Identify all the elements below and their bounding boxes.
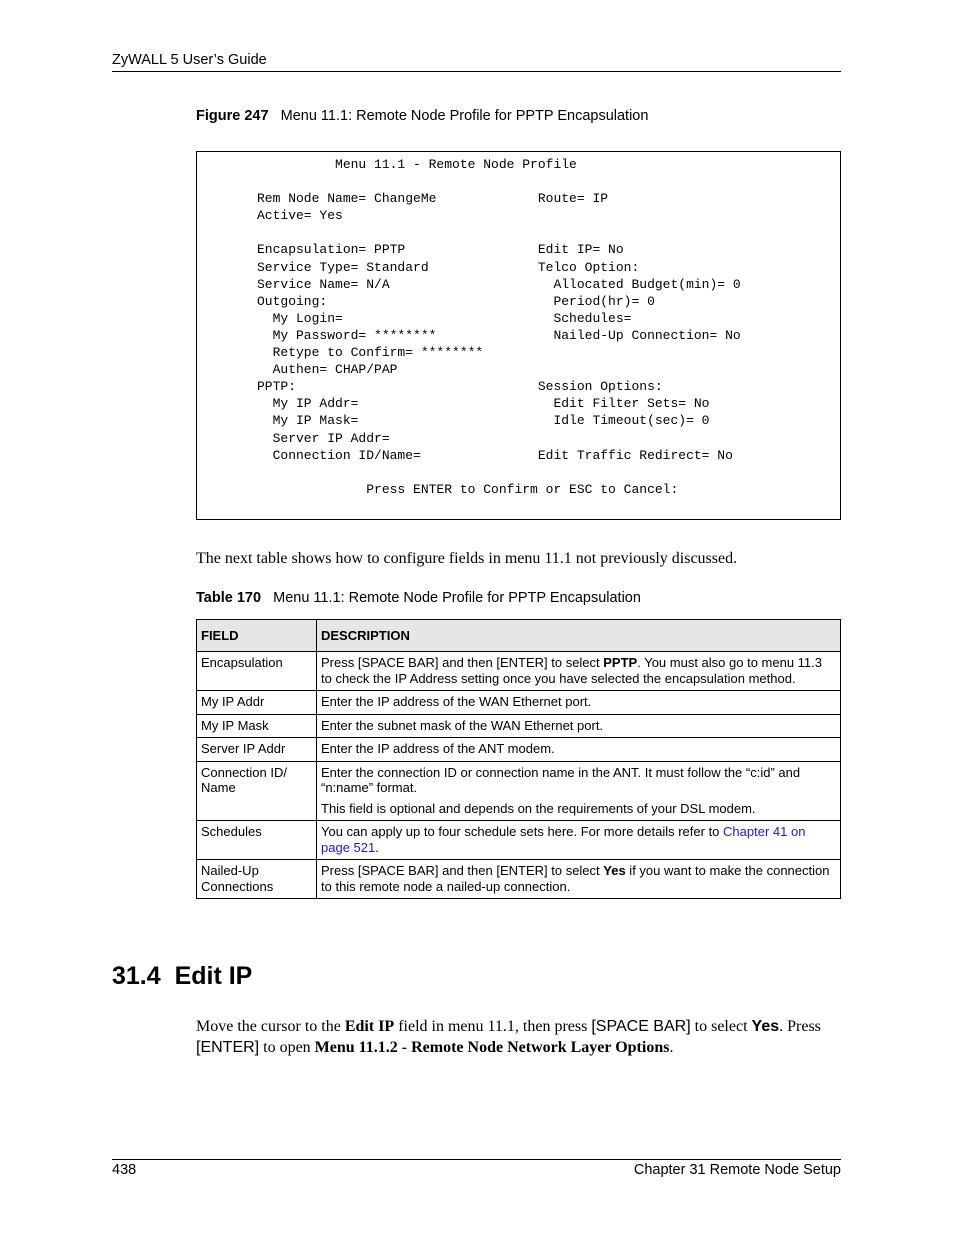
running-header: ZyWALL 5 User’s Guide xyxy=(112,52,267,68)
description-text: if you want to make the connection to this remote node a nailed-up connection. xyxy=(321,863,830,894)
figure-caption xyxy=(196,108,648,124)
field-text: Nailed-Up xyxy=(201,863,259,878)
key-text: [ENTER] xyxy=(196,1039,260,1056)
field-description-table xyxy=(196,619,841,899)
section-heading xyxy=(112,962,252,991)
section-title: Edit IP xyxy=(174,962,253,990)
chapter-link[interactable]: Chapter 41 on page 521 xyxy=(321,824,806,855)
value-bold: Yes xyxy=(751,1018,780,1035)
table-row xyxy=(197,714,841,738)
description-cell xyxy=(317,761,841,821)
field-cell xyxy=(197,860,317,899)
table-row xyxy=(197,652,841,691)
description-text: . xyxy=(375,839,379,855)
table-caption xyxy=(196,590,641,606)
figure-label: Figure 247 xyxy=(196,108,269,124)
menu-name-bold: Menu 11.1.2 - Remote Node Network Layer Options xyxy=(314,1039,670,1056)
description-text: You can apply up to four schedule sets here. For more details refer to xyxy=(321,824,724,839)
description-cell: Enter the subnet mask of the WAN Ethernet port. xyxy=(317,714,841,738)
description-text: Enter the connection ID or connection name in the ANT. It must follow the “c:id” and “n:name” format. xyxy=(321,764,801,795)
table-header-row xyxy=(197,620,841,652)
field-cell: Encapsulation xyxy=(197,652,317,691)
table-row xyxy=(197,860,841,899)
table-row xyxy=(197,691,841,715)
field-cell: Schedules xyxy=(197,821,317,860)
field-cell: My IP Mask xyxy=(197,714,317,738)
description-cell xyxy=(317,860,841,899)
menu-screen-text: Menu 11.1 - Remote Node Profile Rem Node Name= ChangeMe Route= IP Active= Yes Encapsulation= PPTP Edit IP= No Service Type= Standard Telco Option: Service Name= N/A Allocated Budget(min)= 0 Outgoing: Period(hr)= 0 My Login= Schedules= My Password= ******** Nailed-Up Connection= No Retype to Confirm= ******** Authen= CHAP/PAP PPTP: Session Options: My IP Addr= Edit Filter Sets= No My IP Mask= Idle Timeout(sec)= 0 Server IP Addr= Connection ID/Name= Edit Traffic Redirect= No Press ENTER to Confirm or ESC to Cancel: xyxy=(257,157,741,497)
description-text: . You must also go to menu 11.3 to check the IP Address setting once you have selected the encapsulation method. xyxy=(321,655,823,686)
key-text: [SPACE BAR] xyxy=(591,1018,691,1035)
description-text: Press [SPACE BAR] and then [ENTER] to select xyxy=(321,655,604,670)
intro-paragraph: The next table shows how to configure fields in menu 11.1 not previously discussed. xyxy=(196,550,738,567)
page-number: 438 xyxy=(112,1162,137,1178)
chapter-footer: Chapter 31 Remote Node Setup xyxy=(633,1162,841,1178)
section-number: 31.4 xyxy=(112,962,161,990)
description-cell xyxy=(317,821,841,860)
field-name-bold: Edit IP xyxy=(344,1018,395,1035)
menu-screen-box xyxy=(196,151,841,520)
figure-title: Menu 11.1: Remote Node Profile for PPTP Encapsulation xyxy=(280,108,649,124)
table-row xyxy=(197,761,841,821)
field-text: Connection ID/ xyxy=(201,764,287,780)
table-title: Menu 11.1: Remote Node Profile for PPTP Encapsulation xyxy=(273,590,641,606)
description-bold: Yes xyxy=(603,863,626,878)
field-cell: Server IP Addr xyxy=(197,738,317,762)
field-cell xyxy=(197,761,317,821)
header-field: FIELD xyxy=(197,620,317,652)
description-cell: Enter the IP address of the WAN Ethernet port. xyxy=(317,691,841,715)
header-rule xyxy=(112,71,841,72)
table-row xyxy=(197,738,841,762)
table-row xyxy=(197,821,841,860)
description-cell: Enter the IP address of the ANT modem. xyxy=(317,738,841,762)
description-note: This field is optional and depends on the requirements of your DSL modem. xyxy=(321,800,756,816)
section-paragraph: Move the cursor to the Edit IP field in menu 11.1, then press [SPACE BAR] to select Yes. Press [ENTER] to open Menu 11.1.2 - Remote Node Network Layer Options. xyxy=(196,1018,821,1056)
header-description: DESCRIPTION xyxy=(317,620,841,652)
description-text: Press [SPACE BAR] and then [ENTER] to select xyxy=(321,863,604,878)
table-label: Table 170 xyxy=(196,590,262,606)
description-bold: PPTP xyxy=(603,655,638,670)
field-text: Name xyxy=(201,780,236,795)
field-text: Connections xyxy=(201,878,274,894)
footer-rule xyxy=(112,1159,841,1160)
description-cell xyxy=(317,652,841,691)
field-cell: My IP Addr xyxy=(197,691,317,715)
